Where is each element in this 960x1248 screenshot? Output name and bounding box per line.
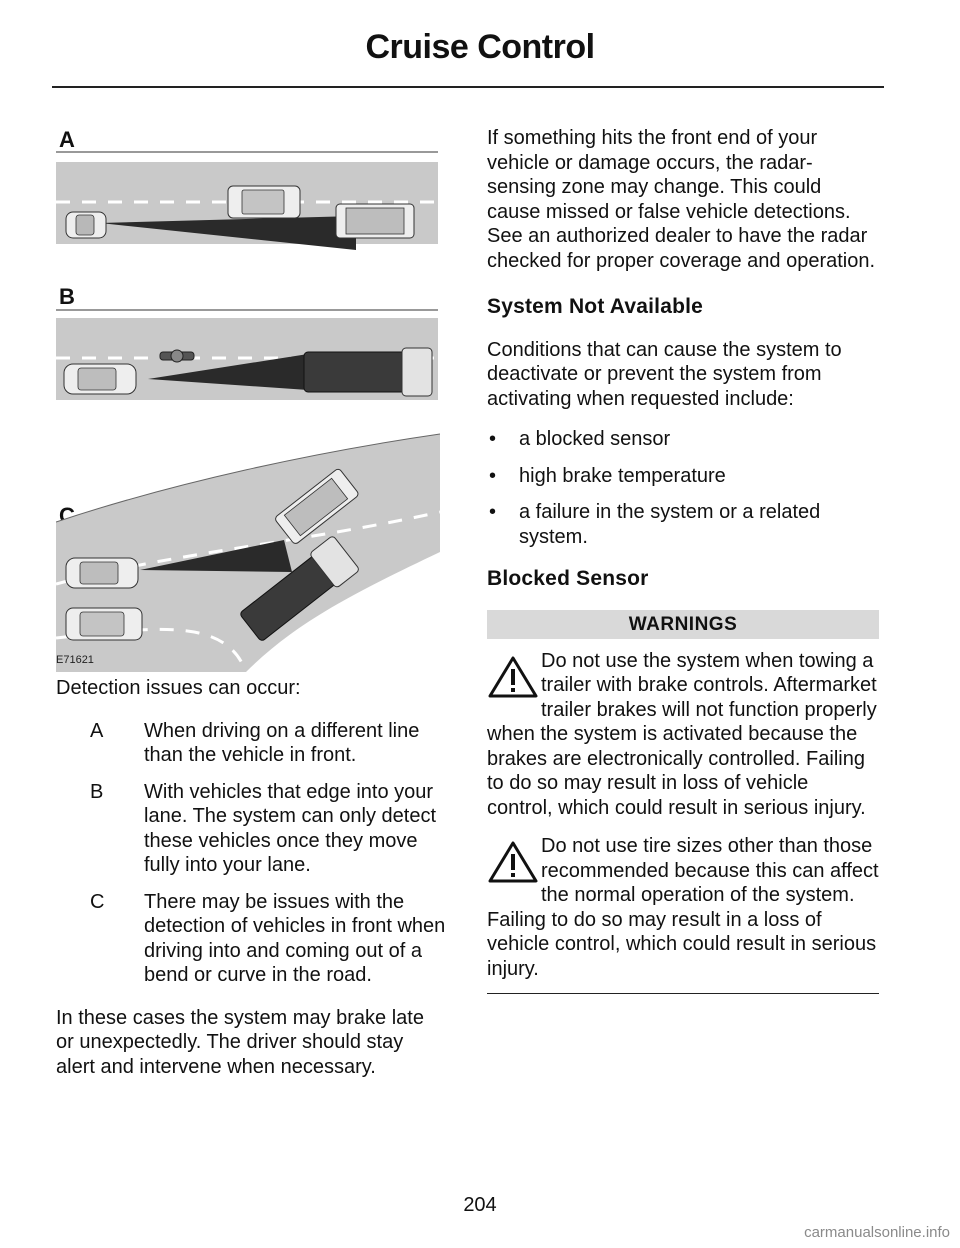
- title-rule: [52, 86, 884, 88]
- item-letter: C: [90, 890, 105, 913]
- item-letter: B: [90, 780, 104, 803]
- warnings-banner: WARNINGS: [487, 610, 879, 639]
- radar-damage-paragraph: If something hits the front end of your vehicle or damage occurs, the radar-sensing zone may change. This could cause missed or false vehicle detections. See an authorized dealer to have the radar checked for proper coverage and operation.: [487, 127, 876, 272]
- scene-a: [56, 152, 438, 250]
- bullet: •: [489, 464, 497, 487]
- warning-towing: [487, 649, 879, 821]
- truck-b: [304, 348, 432, 396]
- warnings-end-rule: [487, 993, 879, 994]
- figure-code: E71621: [56, 654, 94, 666]
- page-number: 204: [463, 1194, 497, 1216]
- figure-label-c: C: [59, 503, 75, 528]
- van-a: [336, 204, 414, 238]
- bullet: •: [489, 428, 497, 450]
- car-own-b: [64, 364, 136, 394]
- right-column: [487, 126, 879, 994]
- figure-label-b: B: [59, 284, 75, 309]
- conditions-list: [487, 427, 879, 549]
- warning-tire-sizes: [487, 834, 879, 981]
- left-column: [56, 676, 446, 1079]
- list-item-text: a failure in the system or a related system.: [519, 501, 821, 548]
- heading-blocked-sensor: Blocked Sensor: [487, 567, 649, 590]
- scene-c: [56, 434, 440, 672]
- suv-a: [228, 186, 300, 218]
- car-own-a: [66, 212, 106, 238]
- item-text: When driving on a different line than the vehicle in front.: [144, 719, 420, 766]
- list-item-text: high brake temperature: [519, 464, 726, 487]
- conditions-paragraph: Conditions that can cause the system to deactivate or prevent the system from activating when requested include:: [487, 338, 842, 410]
- motorcycle-b: [160, 350, 194, 362]
- detection-item-a: [56, 719, 446, 768]
- warning-text: Do not use tire sizes other than those recommended because this can affect the normal operation of the system. Failing to do so may result in a loss of vehicle control, which could result in serious injury.: [487, 835, 879, 980]
- bullet: •: [489, 501, 497, 523]
- detection-intro: Detection issues can occur:: [56, 677, 301, 699]
- scene-b: [56, 310, 438, 400]
- figure-label-a: A: [59, 127, 75, 152]
- list-item: [487, 427, 879, 452]
- list-item: [487, 500, 879, 549]
- detection-item-c: [56, 890, 446, 988]
- item-text: There may be issues with the detection of vehicles in front when driving into and coming out of a bend or curve in the road.: [144, 890, 446, 986]
- car-own-c: [66, 558, 138, 588]
- heading-system-not-available: System Not Available: [487, 295, 704, 318]
- warning-triangle-icon: [487, 840, 539, 884]
- list-item-text: a blocked sensor: [519, 428, 671, 450]
- page-title: Cruise Control: [365, 28, 595, 66]
- warning-text: Do not use the system when towing a trailer with brake controls. Aftermarket trailer brakes will not function properly when the system is activated because the brakes are electronically controlled. Failing to do so may result in loss of vehicle control, which could result in serious injury.: [487, 649, 877, 819]
- car-second-c: [66, 608, 142, 640]
- closing-paragraph: In these cases the system may brake late or unexpectedly. The driver should stay alert and intervene when necessary.: [56, 1006, 424, 1078]
- item-letter: A: [90, 719, 104, 742]
- list-item: [487, 464, 879, 489]
- warning-triangle-icon: [487, 655, 539, 699]
- watermark: carmanualsonline.info: [804, 1224, 950, 1241]
- detection-item-b: [56, 780, 446, 878]
- item-text: With vehicles that edge into your lane. The system can only detect these vehicles once they move fully into your lane.: [144, 780, 437, 876]
- detection-illustration: [56, 122, 440, 672]
